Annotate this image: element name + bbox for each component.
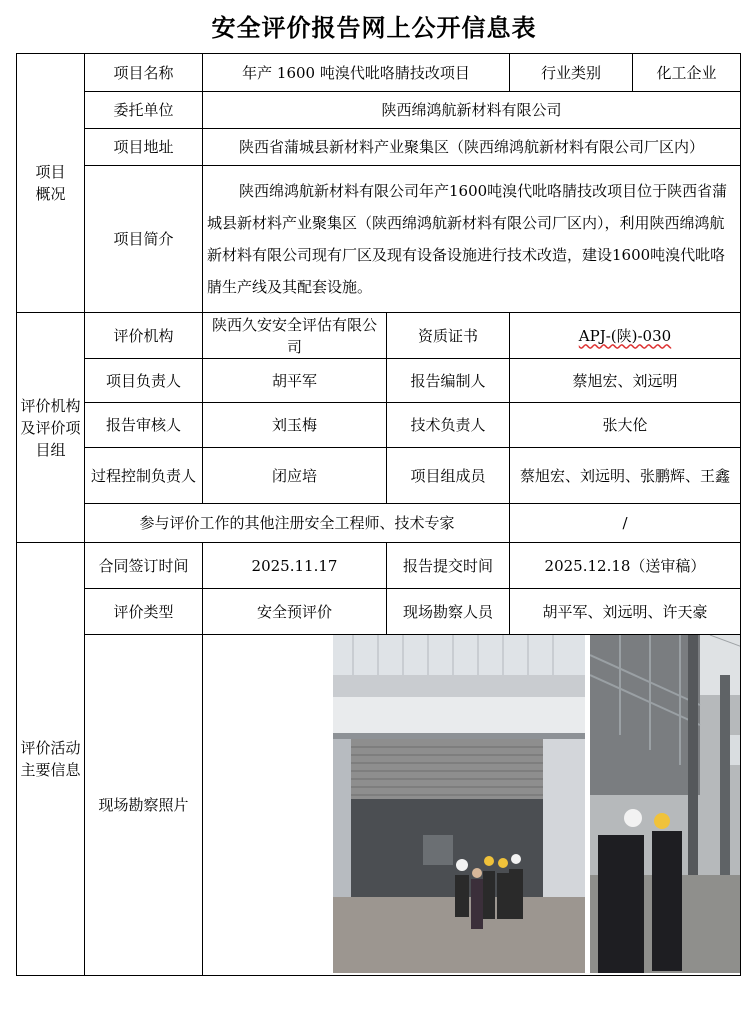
site-photo-warehouse bbox=[333, 635, 585, 973]
institution-label: 评价机构 bbox=[85, 313, 203, 359]
leader-value: 胡平军 bbox=[203, 359, 387, 403]
members-label: 项目组成员 bbox=[387, 448, 510, 504]
tech-value: 张大伦 bbox=[510, 403, 741, 448]
address-value: 陕西省蒲城县新材料产业聚集区（陕西绵鸿航新材料有限公司厂区内） bbox=[203, 129, 741, 166]
process-label: 过程控制负责人 bbox=[85, 448, 203, 504]
contract-label: 合同签订时间 bbox=[85, 543, 203, 589]
reviewer-value: 刘玉梅 bbox=[203, 403, 387, 448]
cert-value bbox=[510, 313, 741, 359]
activity-section-label: 评价活动主要信息 bbox=[17, 543, 85, 976]
page-title: 安全评价报告网上公开信息表 bbox=[211, 14, 537, 42]
client-value: 陕西绵鸿航新材料有限公司 bbox=[203, 92, 741, 129]
overview-section-label: 项目 概况 bbox=[17, 54, 85, 313]
members-value: 蔡旭宏、刘远明、张鹏辉、王鑫 bbox=[510, 448, 741, 504]
photos-cell bbox=[203, 635, 741, 976]
org-section-label: 评价机构及评价项目组 bbox=[17, 313, 85, 543]
project-name: 年产 1600 吨溴代吡咯腈技改项目 bbox=[203, 54, 510, 92]
cert-label: 资质证书 bbox=[387, 313, 510, 359]
type-label: 评价类型 bbox=[85, 589, 203, 635]
info-table bbox=[16, 53, 741, 976]
surveyors-label: 现场勘察人员 bbox=[387, 589, 510, 635]
contract-value: 2025.11.17 bbox=[203, 543, 387, 589]
industry-label: 行业类别 bbox=[510, 54, 633, 92]
intro-text: 陕西绵鸿航新材料有限公司年产1600吨溴代吡咯腈技改项目位于陕西省蒲城县新材料产业聚集区（陕西绵鸿航新材料有限公司厂区内），利用陕西绵鸿航新材料有限公司现有厂区及现有设备设施进行技术改造，建设1600吨溴代吡咯腈生产线及其配套设施。 bbox=[203, 166, 741, 313]
site-photo-workshop bbox=[590, 635, 741, 973]
surveyors-value: 胡平军、刘远明、许天豪 bbox=[510, 589, 741, 635]
reviewer-label: 报告审核人 bbox=[85, 403, 203, 448]
address-label: 项目地址 bbox=[85, 129, 203, 166]
submit-label: 报告提交时间 bbox=[387, 543, 510, 589]
photos-label: 现场勘察照片 bbox=[85, 635, 203, 976]
others-value: / bbox=[510, 504, 741, 543]
others-label: 参与评价工作的其他注册安全工程师、技术专家 bbox=[85, 504, 510, 543]
tech-label: 技术负责人 bbox=[387, 403, 510, 448]
author-value: 蔡旭宏、刘远明 bbox=[510, 359, 741, 403]
type-value: 安全预评价 bbox=[203, 589, 387, 635]
project-name-label: 项目名称 bbox=[85, 54, 203, 92]
industry-value: 化工企业 bbox=[633, 54, 741, 92]
author-label: 报告编制人 bbox=[387, 359, 510, 403]
submit-value: 2025.12.18（送审稿） bbox=[510, 543, 741, 589]
institution-value: 陕西久安安全评估有限公司 bbox=[203, 313, 387, 359]
process-value: 闭应培 bbox=[203, 448, 387, 504]
client-label: 委托单位 bbox=[85, 92, 203, 129]
leader-label: 项目负责人 bbox=[85, 359, 203, 403]
intro-label: 项目简介 bbox=[85, 166, 203, 313]
cert-text: APJ-(陕)-030 bbox=[578, 326, 672, 345]
